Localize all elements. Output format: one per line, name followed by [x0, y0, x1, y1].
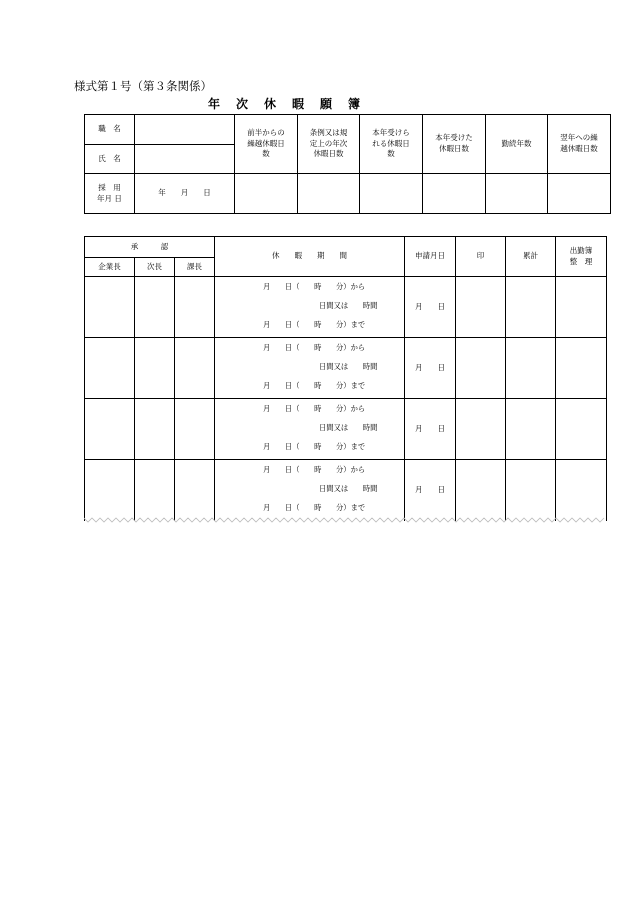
- leave-period-cell[interactable]: 月 日（ 時 分）から 日間又は 時間 月 日（ 時 分）まで: [215, 277, 405, 338]
- president-header: 企業長: [85, 258, 135, 277]
- carryover-days-header: 前半からの 繰越休暇日 数: [235, 115, 298, 174]
- ledger-row: [85, 399, 607, 460]
- section-chief-seal-field[interactable]: [175, 338, 215, 399]
- form-title: [200, 95, 368, 112]
- title-char: 簿: [347, 97, 360, 111]
- vice-seal-field[interactable]: [135, 399, 175, 460]
- ledger-row: [85, 338, 607, 399]
- title-char: 願: [319, 97, 332, 111]
- torn-edge: [84, 516, 606, 526]
- carryover-days-field[interactable]: [235, 174, 298, 214]
- service-years-field[interactable]: [486, 174, 548, 214]
- name-field[interactable]: [135, 145, 235, 174]
- president-seal-field[interactable]: [85, 460, 135, 521]
- attendance-cell[interactable]: [556, 399, 607, 460]
- cumulative-cell[interactable]: [506, 399, 556, 460]
- request-date-cell[interactable]: 月 日: [405, 460, 456, 521]
- seal-cell[interactable]: [456, 277, 506, 338]
- nextyear-days-field[interactable]: [548, 174, 611, 214]
- vice-seal-field[interactable]: [135, 460, 175, 521]
- president-seal-field[interactable]: [85, 277, 135, 338]
- vice-seal-field[interactable]: [135, 338, 175, 399]
- receivable-days-field[interactable]: [360, 174, 423, 214]
- section-chief-seal-field[interactable]: [175, 399, 215, 460]
- title-char: 年: [207, 97, 220, 111]
- request-date-header: 申請月日: [405, 237, 456, 277]
- section-chief-seal-field[interactable]: [175, 277, 215, 338]
- leave-period-cell[interactable]: 月 日（ 時 分）から 日間又は 時間 月 日（ 時 分）まで: [215, 399, 405, 460]
- nextyear-days-header: 翌年への繰 越休暇日数: [548, 115, 611, 174]
- hire-date-field[interactable]: 年 月 日: [135, 174, 235, 214]
- section-chief-seal-field[interactable]: [175, 460, 215, 521]
- ledger-row: [85, 277, 607, 338]
- leave-ledger-table: [84, 236, 607, 521]
- leave-period-cell[interactable]: 月 日（ 時 分）から 日間又は 時間 月 日（ 時 分）まで: [215, 338, 405, 399]
- attendance-header: 出勤簿 整 理: [556, 237, 607, 277]
- title-char: 暇: [291, 97, 304, 111]
- seal-cell[interactable]: [456, 338, 506, 399]
- title-char: 次: [235, 97, 248, 111]
- seal-cell[interactable]: [456, 399, 506, 460]
- request-date-cell[interactable]: 月 日: [405, 277, 456, 338]
- cumulative-header: 累計: [506, 237, 556, 277]
- attendance-cell[interactable]: [556, 460, 607, 521]
- vice-seal-field[interactable]: [135, 277, 175, 338]
- name-label: 氏 名: [85, 145, 135, 174]
- title-char: 休: [263, 97, 276, 111]
- attendance-cell[interactable]: [556, 338, 607, 399]
- job-title-label: 職 名: [85, 115, 135, 145]
- received-days-field[interactable]: [423, 174, 486, 214]
- request-date-cell[interactable]: 月 日: [405, 338, 456, 399]
- section-chief-header: 課長: [175, 258, 215, 277]
- president-seal-field[interactable]: [85, 399, 135, 460]
- form-number: 様式第１号（第３条関係）: [74, 79, 212, 93]
- receivable-days-header: 本年受けら れる休暇日 数: [360, 115, 423, 174]
- president-seal-field[interactable]: [85, 338, 135, 399]
- request-date-cell[interactable]: 月 日: [405, 399, 456, 460]
- leave-period-cell[interactable]: 月 日（ 時 分）から 日間又は 時間 月 日（ 時 分）まで: [215, 460, 405, 521]
- seal-cell[interactable]: [456, 460, 506, 521]
- cumulative-cell[interactable]: [506, 277, 556, 338]
- received-days-header: 本年受けた 休暇日数: [423, 115, 486, 174]
- employee-info-table: [84, 114, 611, 214]
- service-years-header: 勤続年数: [486, 115, 548, 174]
- hire-date-label: 採 用 年月 日: [85, 174, 135, 214]
- approval-header: 承 認: [85, 237, 215, 258]
- statutory-days-field[interactable]: [298, 174, 360, 214]
- cumulative-cell[interactable]: [506, 460, 556, 521]
- leave-period-header: 休 暇 期 間: [215, 237, 405, 277]
- statutory-days-header: 条例又は規 定上の年次 休暇日数: [298, 115, 360, 174]
- ledger-row: [85, 460, 607, 521]
- vice-header: 次長: [135, 258, 175, 277]
- attendance-cell[interactable]: [556, 277, 607, 338]
- job-title-field[interactable]: [135, 115, 235, 145]
- cumulative-cell[interactable]: [506, 338, 556, 399]
- seal-header: 印: [456, 237, 506, 277]
